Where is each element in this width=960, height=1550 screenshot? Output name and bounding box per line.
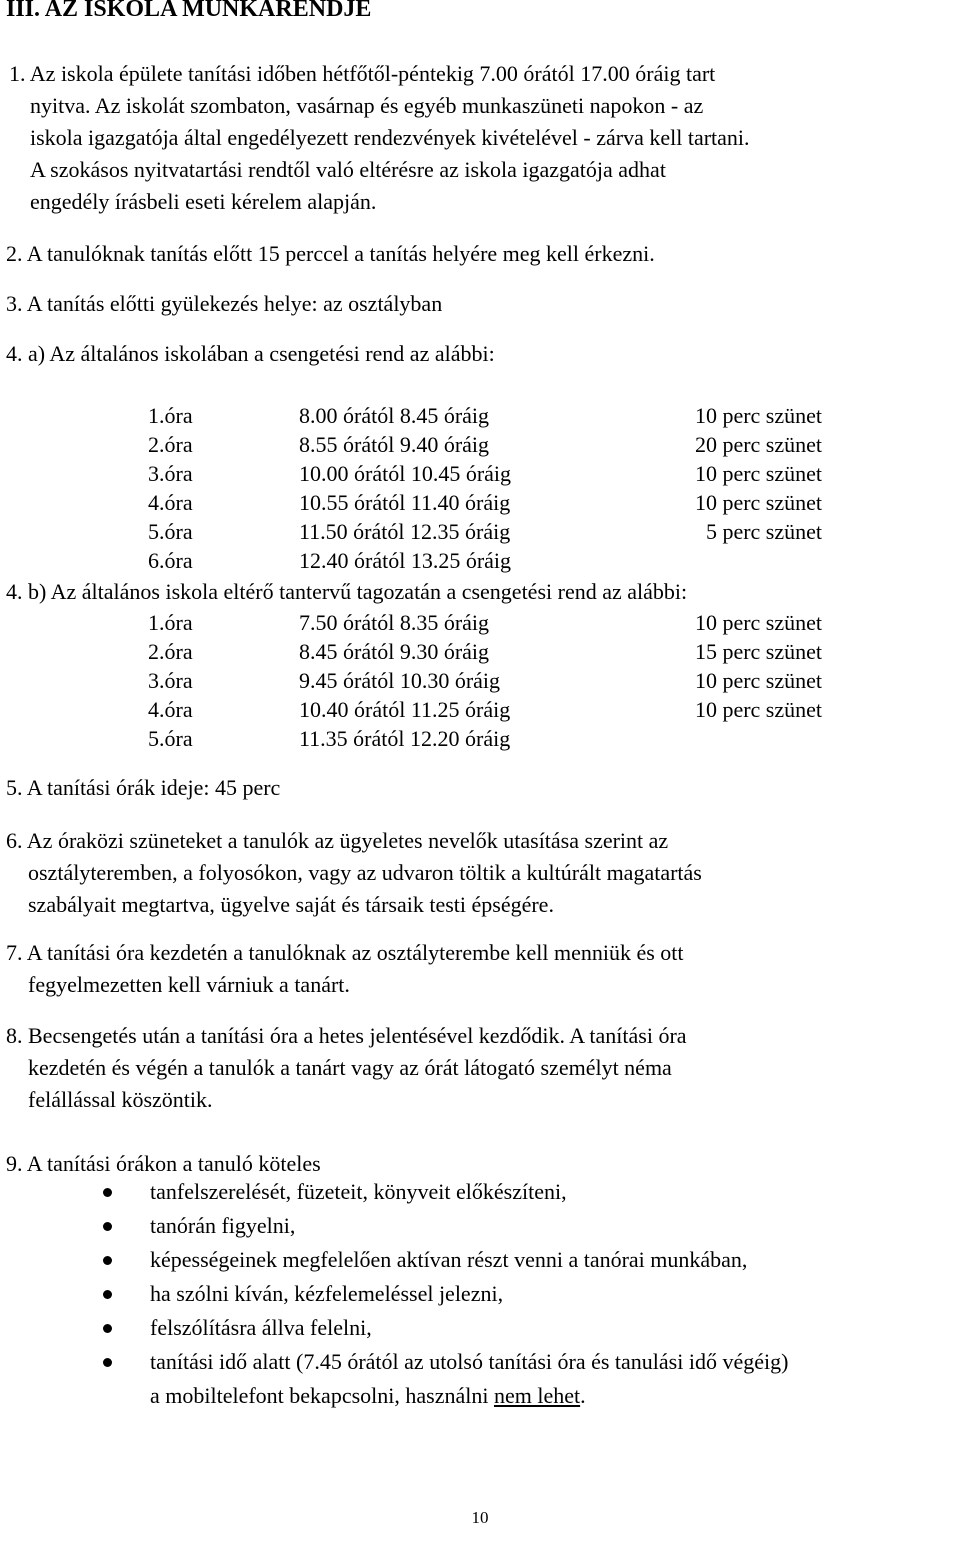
obligations-list [0, 1175, 960, 1413]
schedule-row: 4.óra 10.40 órától 11.25 óráig 10 perc szünet [148, 697, 822, 722]
bullet-icon [103, 1256, 112, 1265]
paragraph-7 [6, 937, 956, 1001]
list-item: tanfelszerelését, füzeteit, könyveit előkészíteni, [0, 1175, 960, 1209]
list-item: felszólításra állva felelni, [0, 1311, 960, 1345]
list-item: képességeinek megfelelően aktívan részt venni a tanórai munkában, [0, 1243, 960, 1277]
schedule-row: 5.óra 11.35 órától 12.20 óráig [148, 726, 511, 751]
paragraph-6-line: szabályait megtartva, ügyelve saját és társaik testi épségére. [28, 892, 554, 917]
list-item: tanórán figyelni, [0, 1209, 960, 1243]
page-number: 10 [471, 1508, 489, 1527]
paragraph-6-line: 6. Az óraközi szüneteket a tanulók az ügyeletes nevelők utasítása szerint az [6, 828, 669, 853]
schedule-b [148, 608, 848, 753]
paragraph-3: 3. A tanítás előtti gyülekezés helye: az osztályban [6, 291, 443, 316]
paragraph-9: 9. A tanítási órákon a tanuló köteles [6, 1151, 321, 1176]
paragraph-6 [6, 825, 956, 921]
paragraph-6-line: osztályteremben, a folyosókon, vagy az udvaron töltik a kultúrált magatartás [28, 860, 702, 885]
schedule-row: 5.óra 11.50 órától 12.35 óráig 5 perc szünet [148, 519, 822, 544]
paragraph-8-line: felállással köszöntik. [28, 1087, 213, 1112]
schedule-row: 4.óra 10.55 órától 11.40 óráig 10 perc szünet [148, 490, 822, 515]
schedule-a [148, 401, 848, 575]
list-item: ha szólni kíván, kézfelemeléssel jelezni, [0, 1277, 960, 1311]
section-heading: III. AZ ISKOLA MUNKARENDJE [6, 0, 372, 22]
bullet-icon [103, 1188, 112, 1197]
paragraph-8-line: 8. Becsengetés után a tanítási óra a hetes jelentésével kezdődik. A tanítási óra [6, 1023, 687, 1048]
schedule-row: 2.óra 8.45 órától 9.30 óráig 15 perc szünet [148, 639, 822, 664]
bullet-icon [103, 1290, 112, 1299]
schedule-row: 2.óra 8.55 órától 9.40 óráig 20 perc szünet [148, 432, 822, 457]
paragraph-1-line: 1. Az iskola épülete tanítási időben hétfőtől-péntekig 7.00 órától 17.00 óráig tart [9, 61, 716, 86]
paragraph-1-line: engedély írásbeli eseti kérelem alapján. [30, 189, 377, 214]
paragraph-1-line: iskola igazgatója által engedélyezett rendezvények kivételével - zárva kell tartani. [30, 125, 750, 150]
schedule-row: 3.óra 10.00 órától 10.45 óráig 10 perc szünet [148, 461, 822, 486]
paragraph-7-line: fegyelmezetten kell várniuk a tanárt. [28, 972, 350, 997]
paragraph-4a: 4. a) Az általános iskolában a csengetési rend az alábbi: [6, 341, 495, 366]
bullet-icon [103, 1358, 112, 1367]
paragraph-5: 5. A tanítási órák ideje: 45 perc [6, 775, 281, 800]
paragraph-8 [6, 1020, 956, 1116]
paragraph-4b: 4. b) Az általános iskola eltérő tantervű tagozatán a csengetési rend az alábbi: [6, 579, 688, 604]
schedule-row: 6.óra 12.40 órától 13.25 óráig [148, 548, 512, 573]
paragraph-2: 2. A tanulóknak tanítás előtt 15 perccel a tanítás helyére meg kell érkezni. [6, 241, 655, 266]
bullet-icon [103, 1324, 112, 1333]
underlined-text: nem lehet [493, 1383, 581, 1408]
paragraph-7-line: 7. A tanítási óra kezdetén a tanulóknak az osztályterembe kell menniük és ott [6, 940, 684, 965]
schedule-row: 1.óra 7.50 órától 8.35 óráig 10 perc szünet [148, 610, 822, 635]
schedule-row: 3.óra 9.45 órától 10.30 óráig 10 perc szünet [148, 668, 822, 693]
paragraph-1-line: A szokásos nyitvatartási rendtől való eltérésre az iskola igazgatója adhat [30, 157, 666, 182]
list-item: tanítási idő alatt (7.45 órától az utolsó tanítási óra és tanulási idő végéig) a mobiltelefont bekapcsolni, használni nem lehet. [0, 1345, 960, 1413]
paragraph-1 [6, 58, 956, 218]
bullet-icon [103, 1222, 112, 1231]
schedule-row: 1.óra 8.00 órától 8.45 óráig 10 perc szünet [148, 403, 822, 428]
paragraph-1-line: nyitva. Az iskolát szombaton, vasárnap és egyéb munkaszüneti napokon - az [30, 93, 704, 118]
paragraph-8-line: kezdetén és végén a tanulók a tanárt vagy az órát látogató személyt néma [28, 1055, 672, 1080]
